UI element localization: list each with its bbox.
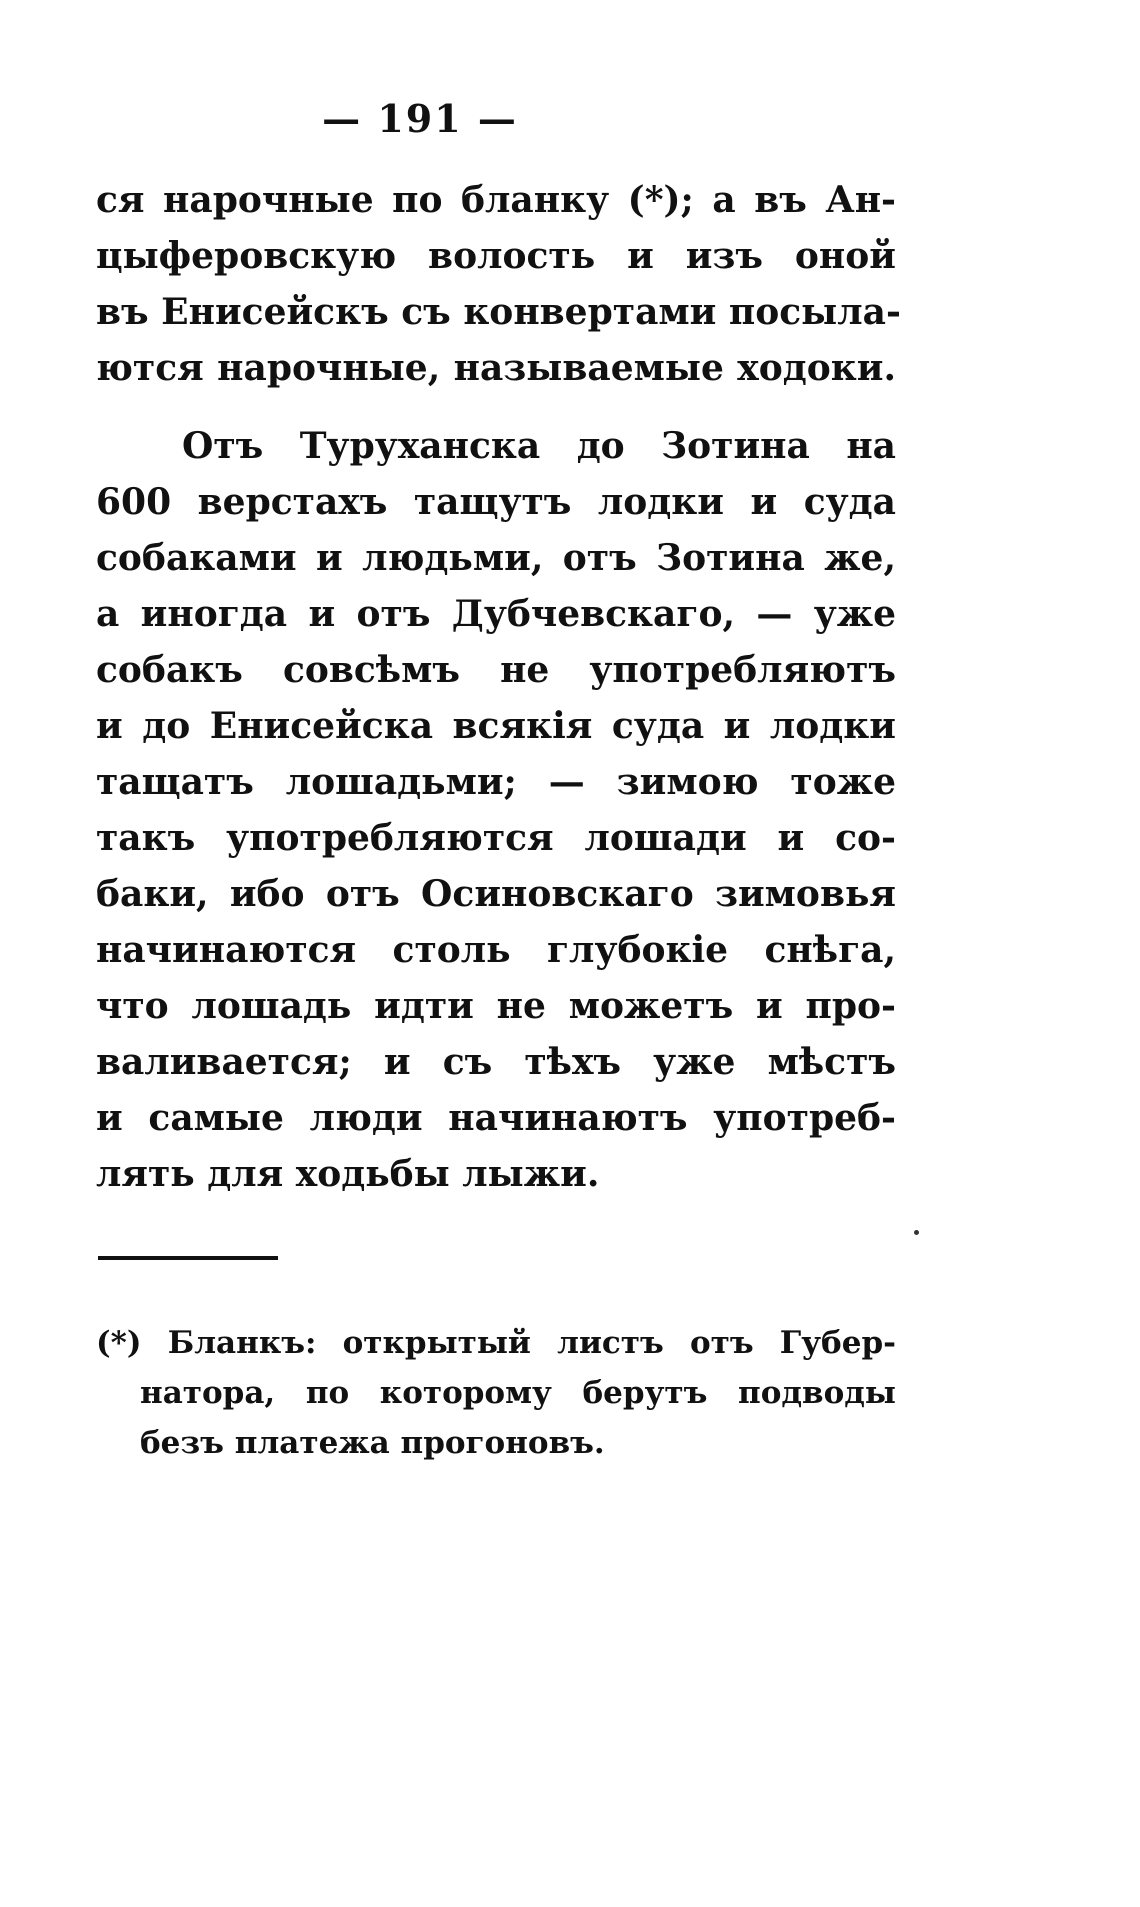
main-text	[96, 172, 901, 1202]
ink-speck	[914, 1230, 919, 1235]
text-line: такъ употребляются лошади и со-	[96, 817, 896, 859]
text-line: и до Енисейска всякія суда и лодки	[96, 705, 896, 747]
text-line: лять для ходьбы лыжи.	[96, 1153, 600, 1195]
footnote-divider	[98, 1256, 278, 1260]
page-number: — 191 —	[322, 96, 518, 141]
text-line: ся нарочные по бланку (*); а въ Ан-	[96, 179, 896, 221]
text-line: цыферовскую волость и изъ оной	[96, 235, 896, 277]
text-line: валивается; и съ тѣхъ уже мѣстъ	[96, 1041, 896, 1083]
paragraph-2	[96, 418, 896, 1202]
text-line: 600 верстахъ тащутъ лодки и суда	[96, 481, 896, 523]
text-line: собакъ совсѣмъ не употребляютъ	[96, 649, 896, 691]
text-line: ются нарочные, называемые ходоки.	[96, 347, 896, 389]
text-line: тащатъ лошадьми; — зимою тоже	[96, 761, 896, 803]
text-line: и самые люди начинаютъ употреб-	[96, 1097, 896, 1139]
text-line: начинаются столь глубокіе снѣга,	[96, 929, 896, 971]
footnote-line: безъ платежа прогоновъ.	[140, 1425, 605, 1461]
paragraph-gap	[96, 396, 896, 418]
footnote-line: натора, по которому берутъ подводы	[140, 1375, 896, 1411]
text-line: а иногда и отъ Дубчевскаго, — уже	[96, 593, 896, 635]
footnote	[96, 1318, 896, 1468]
paragraph-1	[96, 172, 901, 396]
text-line: собаками и людьми, отъ Зотина же,	[96, 537, 896, 579]
text-line: баки, ибо отъ Осиновскаго зимовья	[96, 873, 896, 915]
text-line: что лошадь идти не можетъ и про-	[96, 985, 896, 1027]
footnote-line: (*) Бланкъ: открытый листъ отъ Губер-	[96, 1325, 896, 1361]
text-line: Отъ Туруханска до Зотина на	[182, 425, 896, 467]
text-line: въ Енисейскъ съ конвертами посыла-	[96, 291, 901, 333]
